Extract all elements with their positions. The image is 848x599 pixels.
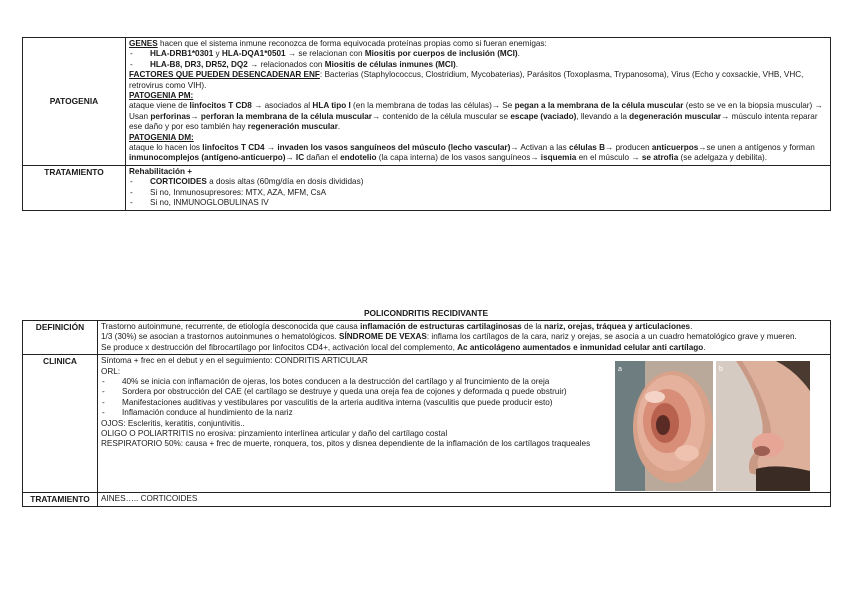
orl-item-1: - 40% se inicia con inflamación de ojeras, los botes conducen a la destrucción del cartílago y al fruncimiento de la oreja	[101, 377, 615, 387]
patogenia-label: PATOGENIA	[23, 38, 126, 166]
text-seg: Trastorno autoinmune, recurrente, de etiología desconocida que causa	[101, 322, 361, 331]
text-seg: ataque lo hacen los	[129, 143, 203, 153]
text-seg: , llevando a la	[576, 111, 630, 121]
hla-drb1: HLA-DRB1*0301	[150, 49, 214, 59]
text-seg: inflamación de estructuras cartilaginosas	[360, 322, 522, 331]
def-line-1	[101, 322, 827, 332]
trat-item-3: - Si no, INMUNOGLOBULINAS IV	[129, 198, 827, 208]
text-seg: regeneración muscular	[247, 122, 338, 132]
dm-paragraph	[129, 143, 827, 164]
corticoides: CORTICOIDES	[150, 177, 207, 187]
text-seg: anticuerpos→	[651, 143, 707, 153]
text-seg: linfocitos T CD4 → invaden los vasos sanguíneos del músculo (lecho vascular)	[202, 143, 511, 153]
vexas: SÍNDROME DE VEXAS	[339, 332, 427, 342]
text-seg: Se produce x destrucción del fibrocartílago por linfocitos CD4+, activación local del complemento,	[101, 342, 458, 352]
text-seg: en el músculo	[576, 153, 632, 163]
pathogenesis-table	[22, 37, 831, 211]
text-seg: .	[337, 122, 341, 132]
rehab-heading	[129, 167, 827, 177]
clinica-text	[101, 356, 615, 491]
clin-oligo: OLIGO O POLIARTRITIS no erosiva: pinzamiento interlínea articular y daño del cartílago costal	[101, 429, 448, 439]
text-seg: isquemia	[540, 153, 577, 163]
text-seg: linfocitos T CD8 →	[189, 101, 263, 111]
text-seg: perforinas→ perforan la membrana de la célula muscular	[150, 111, 372, 121]
pm-heading-text: PATOGENIA PM:	[129, 91, 194, 101]
text-seg: : inflama los cartílagos de la cara, nariz y orejas, se asocia a un cuadro hematológico grave y mueren.	[426, 332, 797, 342]
hla-item-2	[129, 60, 827, 70]
photo-b-letter: b	[719, 366, 723, 374]
text-seg: .	[690, 322, 693, 331]
inflamed-ear-photo	[615, 361, 713, 491]
text-seg: nariz, orejas, tráquea y articulaciones	[543, 322, 691, 331]
text-seg: de la	[521, 322, 544, 331]
definicion-content	[98, 321, 831, 355]
text-seg: .	[703, 342, 706, 352]
definicion-row	[23, 321, 831, 355]
text-seg: Ac anticolágeno aumentados e inmunidad celular anti cartílago	[457, 342, 704, 352]
policondritis-table	[22, 320, 831, 507]
text-seg: HLA tipo I	[312, 101, 351, 111]
trat-item-2: - Si no, Inmunosupresores: MTX, AZA, MFM, CsA	[129, 188, 827, 198]
text-seg: → se relacionan con	[285, 49, 365, 59]
patogenia-content	[126, 38, 831, 166]
clinical-photos	[615, 356, 827, 491]
text-seg: .	[517, 49, 520, 59]
clinica-label: CLINICA	[23, 355, 98, 493]
orl-item-2: - Sordera por obstrucción del CAE (el cartílago se destruye y queda una oreja fea de cojones y deformada q puede obstruir)	[101, 387, 615, 397]
miositis-cuerpos: Miositis por cuerpos de inclusión (MCI)	[364, 49, 518, 59]
text-seg: degeneración muscular→	[629, 111, 730, 121]
text-seg: a dosis altas (60mg/día en dosis divididas)	[206, 177, 364, 187]
ear-illustration	[615, 361, 713, 491]
text-seg: 1/3 (30%) se asocian a trastornos autoinmunes o hematológicos.	[101, 332, 340, 342]
clinica-row	[23, 355, 831, 493]
hla-item-1	[129, 49, 827, 59]
clinica-content	[98, 355, 831, 493]
orl-item-4: - Inflamación conduce al hundimiento de la nariz	[101, 408, 615, 418]
text-seg: (la capa interna) de los vasos sanguíneos→	[376, 153, 541, 163]
text-seg: producen	[613, 143, 652, 153]
genes-paragraph	[129, 39, 827, 49]
text-seg: (en la membrana de todas las células)→ Se	[350, 101, 515, 111]
text-seg: escape (vaciado)	[510, 111, 577, 121]
text-seg: y	[213, 49, 222, 59]
hla-dqa1: HLA-DQA1*0501	[221, 49, 286, 59]
text-seg: → contenido de la célula muscular se	[372, 111, 511, 121]
miositis-celulas: Miositis de células inmunes (MCI)	[324, 59, 456, 69]
text-seg: .	[455, 59, 459, 69]
nose-illustration	[716, 361, 810, 491]
factores-text: : Bacterias (Staphylococcus, Clostridium, Mycobaterias), Parásitos (Toxoplasma, Trypanosoma), Virus (Echo y coxsackie, VHB, VHC, retrovirus como VIH).	[129, 70, 804, 90]
hla-b8: HLA-B8, DR3, DR52, DQ2	[150, 59, 248, 69]
text-seg: células B→	[569, 143, 614, 153]
def-line-3	[101, 343, 827, 353]
photo-a-letter: a	[618, 366, 622, 374]
text-seg: → Activan a las	[510, 143, 570, 153]
factores-heading: FACTORES QUE PUEDEN DESENCADENAR ENF	[129, 70, 320, 80]
text-seg: → relacionados con	[247, 59, 325, 69]
policondritis-title: POLICONDRITIS RECIDIVANTE	[363, 308, 489, 318]
text-seg: se unen a antígenos y forman	[706, 143, 815, 153]
text-seg: asociados al	[262, 101, 313, 111]
orl-item-3: - Manifestaciones auditivas y vestibulares por vasculitis de la arteria auditiva interna (vasculitis que puede producir esto)	[101, 398, 615, 408]
genes-text: hacen que el sistema inmune reconozca de forma equivocada proteínas propias como si fueran enemigas:	[157, 39, 547, 48]
text-seg: inmunocomplejos (antígeno-anticuerpo)→ IC	[129, 153, 305, 163]
text-seg: endotelio	[340, 153, 377, 163]
tratamiento-label: TRATAMIENTO	[23, 165, 126, 210]
text-seg: músculo intenta reparar ese daño y por eso también hay	[129, 111, 818, 132]
tratamiento-row	[23, 165, 831, 210]
text-seg: → se atrofia	[631, 153, 679, 163]
def-line-2	[101, 332, 827, 342]
genes-heading: GENES	[129, 39, 158, 48]
tratamiento2-content: AINES….. CORTICOIDES	[98, 493, 831, 506]
text-seg: dañan el	[304, 153, 341, 163]
text-seg: ataque viene de	[129, 101, 190, 111]
clin-respiratorio: RESPIRATORIO 50%: causa + frec de muerte, ronquera, tos, pitos y disnea dependiente de la inflamación de los cartílagos traqueales	[101, 439, 591, 449]
rehab-text: Rehabilitación +	[129, 166, 193, 176]
clin-orl: ORL:	[101, 366, 121, 376]
dm-heading-text: PATOGENIA DM:	[129, 132, 194, 142]
patogenia-row	[23, 38, 831, 166]
text-seg: (esto se ve en la biopsia muscular) → Usan	[129, 101, 823, 121]
clin-ojos: OJOS: Escleritis, keratitis, conjuntivitis..	[101, 418, 245, 428]
pm-paragraph	[129, 101, 827, 132]
dm-heading	[129, 133, 827, 143]
trat-item-1	[129, 177, 827, 187]
text-seg: (se adelgaza y debilita).	[678, 153, 767, 163]
tratamiento2-row	[23, 493, 831, 506]
clin-intro: Síntoma + frec en el debut y en el seguimiento: CONDRITIS ARTICULAR	[101, 356, 368, 366]
pm-heading	[129, 91, 827, 101]
tratamiento2-label: TRATAMIENTO	[23, 493, 98, 506]
definicion-label: DEFINICIÓN	[23, 321, 98, 355]
inflamed-nose-photo	[716, 361, 810, 491]
factores-paragraph	[129, 70, 827, 91]
tratamiento-content	[126, 165, 831, 210]
text-seg: pegan a la membrana de la célula muscular	[514, 101, 684, 111]
